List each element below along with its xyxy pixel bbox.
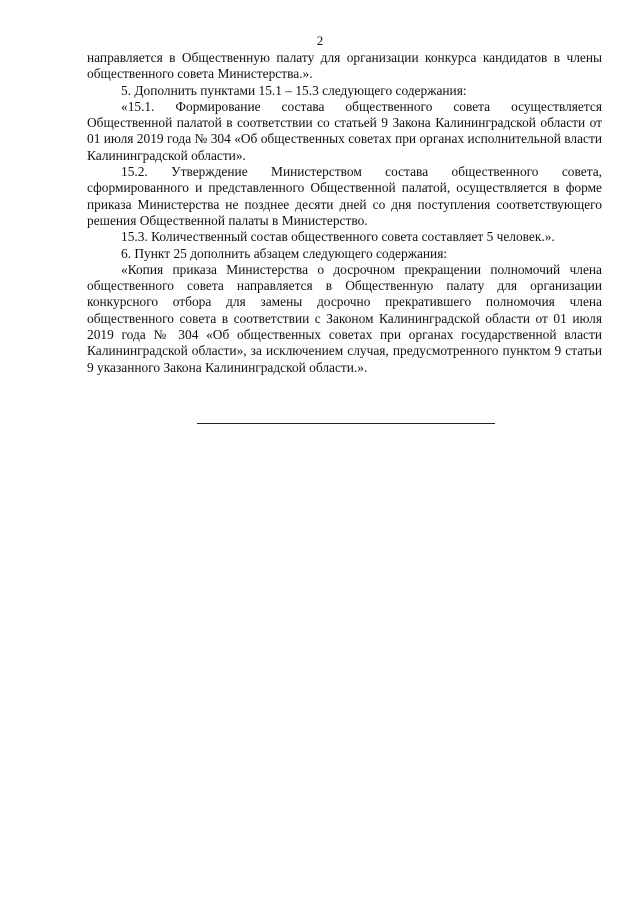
document-body [87,50,602,376]
paragraph-item-15-3: 15.3. Количественный состав общественного совета составляет 5 человек.». [121,229,555,245]
paragraph-continuation: направляется в Общественную палату для организации конкурса кандидатов в члены общественного совета Министерства.». [87,50,602,82]
paragraph-item-15-2: 15.2. Утверждение Министерством состава общественного совета, сформированного и представленного Общественной палатой, осуществляется в форме приказа Министерства не позднее десяти дней со дня поступления соответствующего решения Общественной палаты в Министерство. [87,164,602,228]
page-number: 2 [316,33,324,48]
paragraph-item-15-1: «15.1. Формирование состава общественного совета осуществляется Общественной палатой в соответствии со статьей 9 Закона Калининградской области от 01 июля 2019 года № 304 «Об общественных советах при органах исполнительной власти Калининградской области». [87,98,602,163]
paragraph-item-25-addition: «Копия приказа Министерства о досрочном прекращении полномочий члена общественного совета направляется в Общественную палату для организации конкурсного отбора для замены досрочно прекратившего полномочия члена общественного совета в соответствии с Законом Калининградской области от 01 июля 2019 года № 304 «Об общественных советах при органах государственной власти Калининградской области», за исключением случая, предусмотренного пунктом 9 статьи 9 указанного Закона Калининградской области.». [87,261,602,375]
paragraph-item-5: 5. Дополнить пунктами 15.1 – 15.3 следующего содержания: [121,82,467,98]
paragraph-item-6: 6. Пункт 25 дополнить абзацем следующего содержания: [121,245,448,261]
end-divider-line [197,423,495,424]
